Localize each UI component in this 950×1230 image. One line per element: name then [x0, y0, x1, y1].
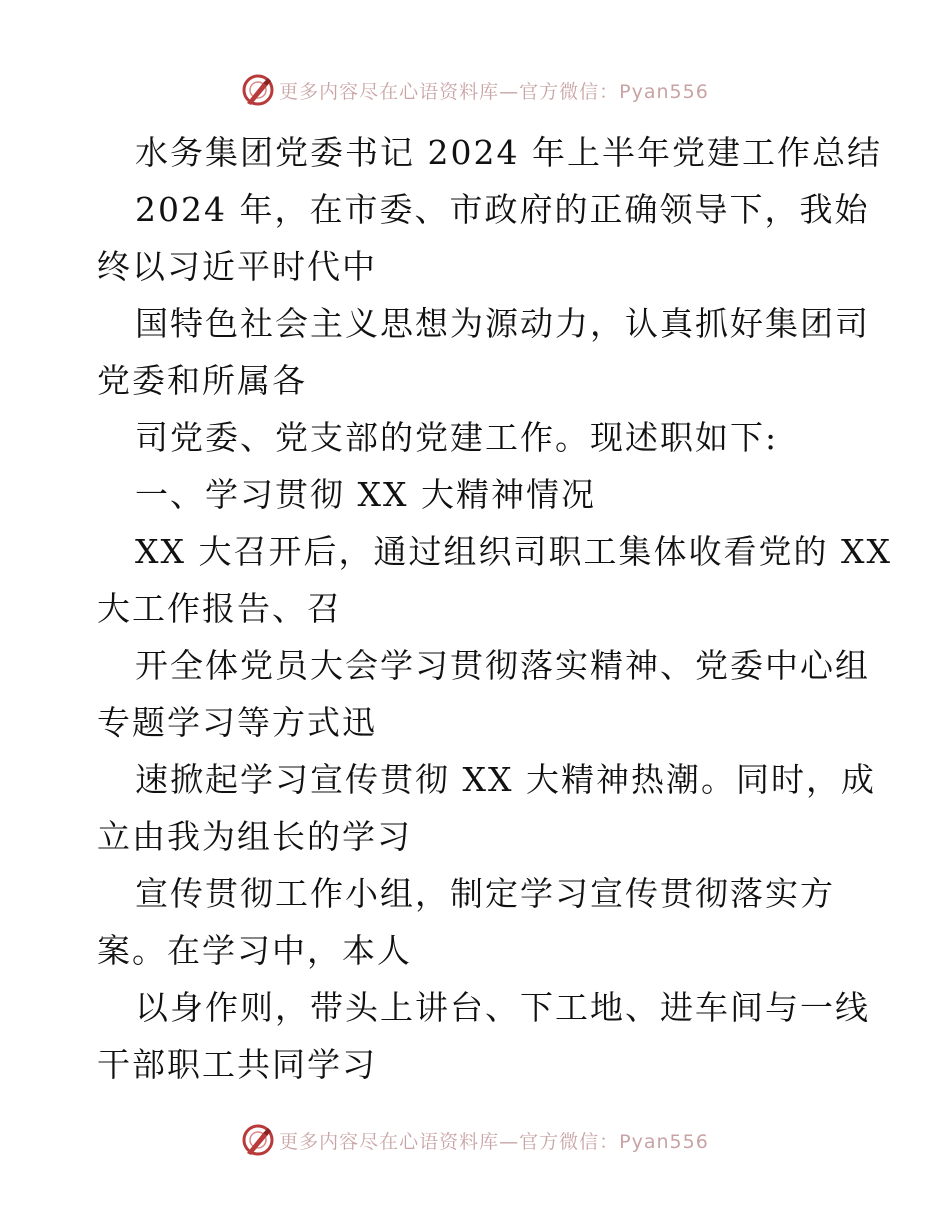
text-line: 党委和所属各 — [97, 361, 307, 400]
pen-circle-logo-icon — [241, 1123, 275, 1157]
text-line: 案。在学习中，本人 — [97, 931, 412, 970]
document-title: 水务集团党委书记 2024 年上半年党建工作总结 — [135, 133, 882, 172]
section-heading: 一、学习贯彻 XX 大精神情况 — [135, 475, 596, 514]
text-line: XX 大召开后，通过组织司职工集体收看党的 XX — [135, 532, 892, 571]
footer-watermark-banner — [0, 1120, 950, 1160]
text-line: 宣传贯彻工作小组，制定学习宣传贯彻落实方 — [135, 874, 835, 913]
header-watermark-banner — [0, 70, 950, 110]
text-line: 开全体党员大会学习贯彻落实精神、党委中心组 — [135, 646, 870, 685]
text-line: 速掀起学习宣传贯彻 XX 大精神热潮。同时，成 — [135, 760, 876, 799]
header-watermark-text: 更多内容尽在心语资料库—官方微信：Pyan556 — [279, 80, 709, 103]
pen-circle-logo-icon — [241, 73, 275, 107]
text-line: 司党委、党支部的党建工作。现述职如下: — [135, 418, 779, 457]
text-line: 以身作则，带头上讲台、下工地、进车间与一线 — [135, 988, 870, 1027]
text-line: 国特色社会主义思想为源动力，认真抓好集团司 — [135, 304, 870, 343]
text-line: 大工作报告、召 — [97, 589, 342, 628]
text-line: 终以习近平时代中 — [97, 247, 377, 286]
document-body — [97, 124, 892, 1093]
text-line: 专题学习等方式迅 — [97, 703, 377, 742]
text-line: 立由我为组长的学习 — [97, 817, 412, 856]
footer-watermark-text: 更多内容尽在心语资料库—官方微信：Pyan556 — [279, 1130, 709, 1153]
text-line: 2024 年，在市委、市政府的正确领导下，我始 — [135, 190, 870, 229]
text-line: 干部职工共同学习 — [97, 1045, 377, 1084]
